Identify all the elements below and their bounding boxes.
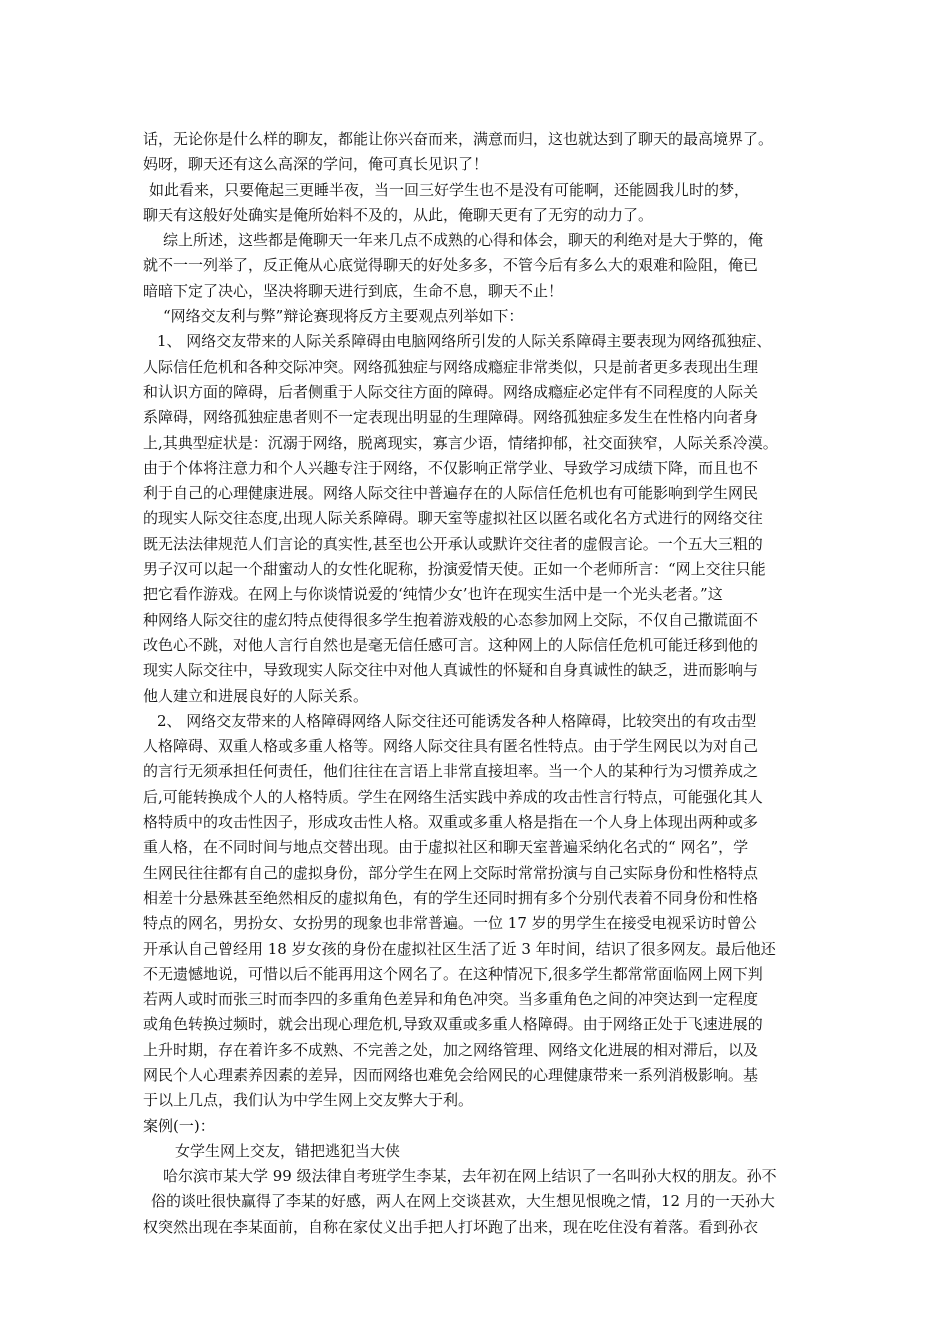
section-heading: “网络交友利与弊”辩论赛现将反方主要观点列举如下： <box>163 307 524 326</box>
text-line: 和认识方面的障碍，后者侧重于人际交往方面的障碍。网络成瘾症必定伴有不同程度的人际关 <box>143 382 759 401</box>
text-line: 网民个人心理素养因素的差异，因而网络也难免会给网民的心理健康带来一系列消极影响。基 <box>143 1065 759 1084</box>
text-line: 人格障碍、双重人格或多重人格等。网络人际交往具有匿名性特点。由于学生网民以为对自己 <box>143 737 759 756</box>
text-line: 生网民往往都有自己的虚拟身份，部分学生在网上交际时常常扮演与自己实际身份和性格特点 <box>143 863 759 882</box>
text-line: 改色心不跳，对他人言行自然也是毫无信任感可言。这种网上的人际信任危机可能迁移到他的 <box>143 635 759 654</box>
text-line: 他人建立和进展良好的人际关系。 <box>143 686 369 705</box>
text-line: 既无法法律规范人们言论的真实性,甚至也公开承认或默许交往者的虚假言论。一个五大三粗的 <box>143 534 763 553</box>
text-line: 案例(一)： <box>143 1116 215 1135</box>
text-line: 相差十分悬殊甚至绝然相反的虚拟角色，有的学生还同时拥有多个分别代表着不同身份和性格 <box>143 888 759 907</box>
text-line <box>143 1240 828 1265</box>
text-line: 暗暗下定了决心，坚决将聊天进行到底，生命不息，聊天不止！ <box>143 281 564 300</box>
text-line: 格特质中的攻击性因子，形成攻击性人格。双重或多重人格是指在一个人身上体现出两种或多 <box>143 813 759 832</box>
list-item-2: 2、 网络交友带来的人格障碍网络人际交往还可能诱发各种人格障碍，比较突出的有攻击型 <box>157 711 757 730</box>
text-line: 于以上几点，我们认为中学生网上交友弊大于利。 <box>143 1091 474 1110</box>
text-line: 上,其典型症状是：沉溺于网络，脱离现实，寡言少语，情绪抑郁，社交面狭窄，人际关系冷漠。 <box>143 433 778 452</box>
text-line: 俗的谈吐很快赢得了李某的好感，两人在网上交谈甚欢，大生想见恨晚之情，12 月的一天孙大 <box>151 1192 775 1211</box>
text-line: 后,可能转换成个人的人格特质。学生在网络生活实践中养成的攻击性言行特点，可能强化其人 <box>143 787 763 806</box>
text-line: 男子汉可以起一个甜蜜动人的女性化昵称，扮演爱情天使。正如一个老师所言：“网上交往只能 <box>143 560 766 579</box>
text-line: 妈呀，聊天还有这么高深的学问，俺可真长见识了！ <box>143 155 489 174</box>
text-line: 聊天有这般好处确实是俺所始料不及的，从此，俺聊天更有了无穷的动力了。 <box>143 205 654 224</box>
text-line: 开承认自己曾经用 18 岁女孩的身份在虚拟社区生活了近 3 年时间，结识了很多网友。最后他还 <box>143 939 776 958</box>
text-line: 或角色转换过频时，就会出现心理危机,导致双重或多重人格障碍。由于网络正处于飞速进展的 <box>143 1015 763 1034</box>
text-line: 系障碍，网络孤独症患者则不一定表现出明显的生理障碍。网络孤独症多发生在性格内向者身 <box>143 408 759 427</box>
text-line: 话，无论你是什么样的聊友，都能让你兴奋而来，满意而归，这也就达到了聊天的最高境界了。 <box>143 130 774 148</box>
text-line: 把它看作游戏。在网上与你谈情说爱的‘纯情少女’也许在现实生活中是一个光头老者。”这 <box>143 585 723 604</box>
text-line: 人际信任危机和各种交际冲突。网络孤独症与网络成瘾症非常类似，只是前者更多表现出生理 <box>143 357 759 376</box>
text-line: 的言行无须承担任何责任，他们往往在言语上非常直接坦率。当一个人的某种行为习惯养成之 <box>143 762 759 781</box>
text-line: 就不一一列举了，反正俺从心底觉得聊天的好处多多，不管今后有多么大的艰难和险阻，俺已 <box>143 256 759 275</box>
text-line: 的现实人际交往态度,出现人际关系障碍。聊天室等虚拟社区以匿名或化名方式进行的网络交往 <box>143 509 763 528</box>
case-heading: 女学生网上交友，错把逃犯当大侠 <box>175 1141 401 1160</box>
text-line: 如此看来，只要俺起三更睡半夜，当一回三好学生也不是没有可能啊，还能圆我儿时的梦， <box>149 180 750 199</box>
list-item-1: 1、 网络交友带来的人际关系障碍由电脑网络所引发的人际关系障碍主要表现为网络孤独症、 <box>157 332 772 351</box>
text-line: 权突然出现在李某面前，自称在家仗义出手把人打坏跑了出来，现在吃住没有着落。看到孙衣 <box>143 1217 759 1236</box>
text-line: 综上所述，这些都是俺聊天一年来几点不成熟的心得和体会，聊天的利绝对是大于弊的，俺 <box>163 231 764 250</box>
case-title: 哈尔滨市某大学 99 级法律自考班学生李某，去年初在网上结识了一名叫孙大权的朋友。孙不 <box>163 1167 777 1186</box>
text-line: 若两人或时而张三时而李四的多重角色差异和角色冲突。当多重角色之间的冲突达到一定程度 <box>143 990 759 1009</box>
text-line: 利于自己的心理健康进展。网络人际交往中普遍存在的人际信任危机也有可能影响到学生网民 <box>143 484 759 503</box>
text-line: 种网络人际交往的虚幻特点使得很多学生抱着游戏般的心态参加网上交际，不仅自己撒谎面不 <box>143 610 759 629</box>
text-line: 重人格，在不同时间与地点交替出现。由于虚拟社区和聊天室普遍采纳化名式的“ 网名”，学 <box>143 838 749 857</box>
text-line: 上升时期，存在着许多不成熟、不完善之处，加之网络管理、网络文化进展的相对滞后，以及 <box>143 1040 759 1059</box>
text-line: 不无遗憾地说，可惜以后不能再用这个网名了。在这种情况下,很多学生都常常面临网上网下判 <box>143 964 763 983</box>
text-line: 现实人际交往中，导致现实人际交往中对他人真诚性的怀疑和自身真诚性的缺乏，进而影响与 <box>143 661 759 680</box>
text-line: 由于个体将注意力和个人兴趣专注于网络，不仅影响正常学业、导致学习成绩下降，而且也不 <box>143 458 759 477</box>
document-body <box>143 127 828 1265</box>
text-line: 特点的网名，男扮女、女扮男的现象也非常普遍。一位 17 岁的男学生在接受电视采访时曾公 <box>143 914 757 933</box>
